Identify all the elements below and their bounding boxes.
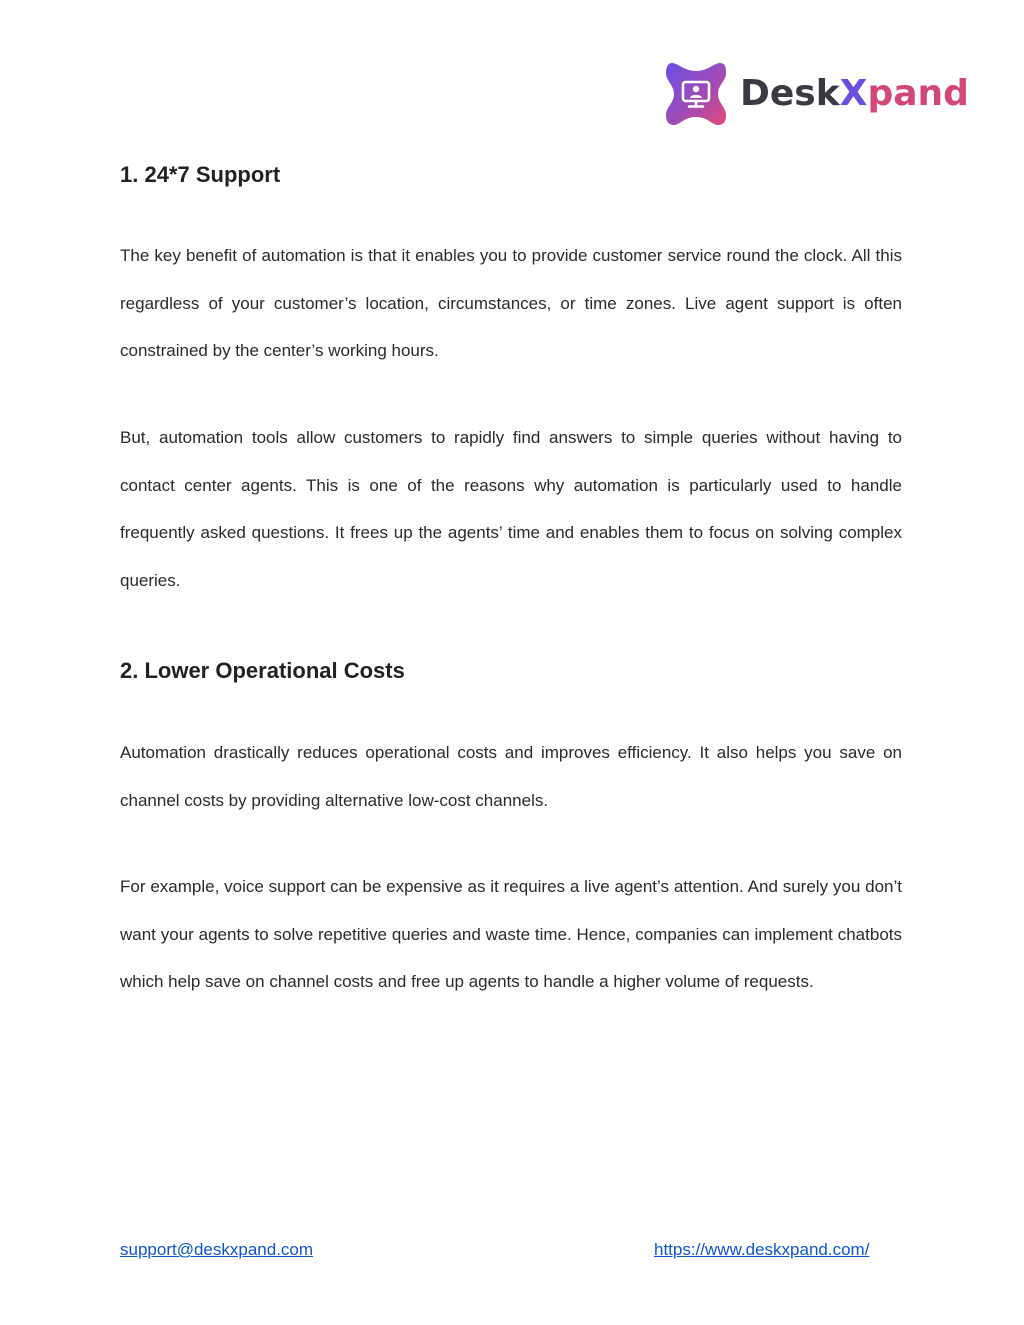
paragraph: Automation drastically reduces operational costs and improves efficiency. It also helps you save on channel costs by providing alternative low-cost channels. xyxy=(120,743,902,810)
paragraph: The key benefit of automation is that it enables you to provide customer service round the clock. All this regardless of your customer’s location, circumstances, or time zones. Live agent support is often constrained by the center’s working hours. xyxy=(120,246,902,361)
section-heading-costs: 2. Lower Operational Costs xyxy=(120,658,405,683)
logo-wordmark xyxy=(740,73,969,114)
section-heading-support: 1. 24*7 Support xyxy=(120,162,281,187)
logo-word-desk: Desk xyxy=(740,73,840,114)
paragraph: But, automation tools allow customers to rapidly find answers to simple queries without having to contact center agents. This is one of the reasons why automation is particularly used to handle frequently asked questions. It frees up the agents’ time and enables them to focus on solving complex queries. xyxy=(120,428,902,590)
deskxpand-logo xyxy=(664,60,969,128)
paragraph: For example, voice support can be expensive as it requires a live agent’s attention. And surely you don’t want your agents to solve repetitive queries and waste time. Hence, companies can implement chatbots which help save on channel costs and free up agents to handle a higher volume of requests. xyxy=(120,877,902,992)
logo-word-pand: pand xyxy=(867,73,969,114)
monitor-user-icon xyxy=(664,61,728,127)
logo-word-x: X xyxy=(839,73,868,114)
footer-email-link[interactable]: support@deskxpand.com xyxy=(120,1240,314,1259)
footer-website-link[interactable]: https://www.deskxpand.com/ xyxy=(654,1240,870,1259)
